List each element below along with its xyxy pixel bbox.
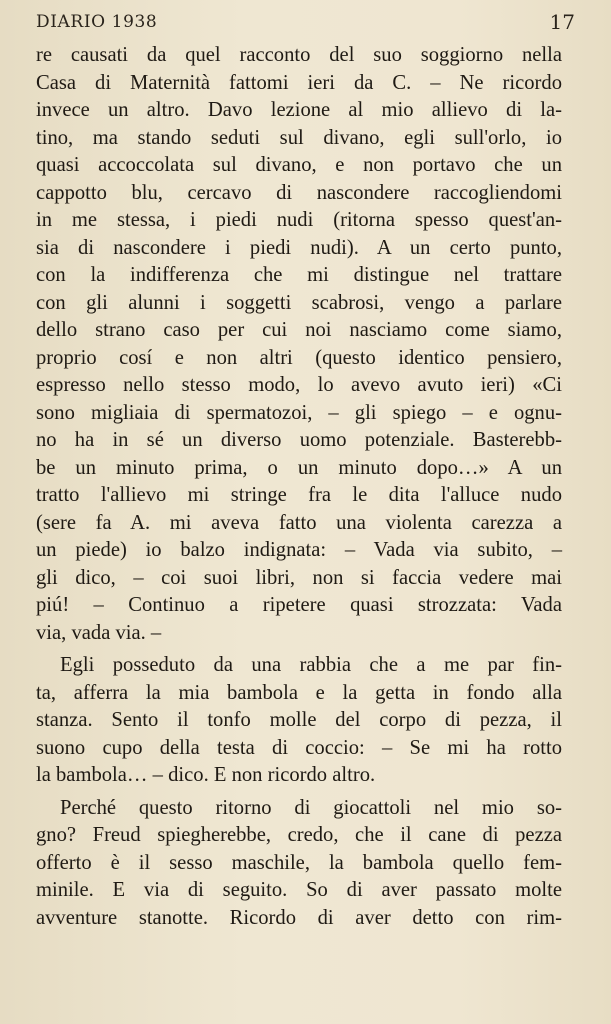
running-head: DIARIO 1938	[36, 12, 158, 32]
text-line: Perché questo ritorno di giocattoli nel mio so-	[60, 796, 562, 819]
text-line: dello strano caso per cui noi nasciamo come siamo,	[36, 319, 562, 341]
text-line: espresso nello stesso modo, lo avevo avuto ieri) «Ci	[36, 374, 562, 396]
text-line: minile. E via di seguito. So di aver passato molte	[36, 879, 562, 901]
text-line: sono migliaia di spermatozoi, – gli spiego – e ognu-	[36, 401, 562, 424]
text-line: invece un altro. Davo lezione al mio allievo di la-	[36, 99, 562, 121]
text-line: avventure stanotte. Ricordo di aver detto con rim-	[36, 906, 562, 929]
text-line: gli dico, – coi suoi libri, non si faccia vedere mai	[36, 566, 562, 589]
page-number: 17	[549, 10, 575, 34]
body-text	[36, 42, 562, 932]
text-line: piú! – Continuo a ripetere quasi strozzata: Vada	[36, 594, 562, 616]
text-line: gno? Freud spiegherebbe, credo, che il cane di pezza	[36, 824, 562, 846]
text-line: con gli alunni i soggetti scabrosi, vengo a parlare	[36, 291, 562, 314]
text-line: tino, ma stando seduti sul divano, egli sull'orlo, io	[36, 126, 562, 149]
text-line: no ha in sé un diverso uomo potenziale. Basterebb-	[36, 429, 562, 451]
text-line: ta, afferra la mia bambola e la getta in fondo alla	[36, 681, 562, 704]
text-line: proprio cosí e non altri (questo identico pensiero,	[36, 346, 562, 369]
text-line: be un minuto prima, o un minuto dopo…» A un	[36, 456, 562, 479]
text-line: in me stessa, i piedi nudi (ritorna spesso quest'an-	[36, 209, 562, 231]
text-line: re causati da quel racconto del suo soggiorno nella	[36, 44, 562, 66]
text-line: quasi accoccolata sul divano, e non portavo che un	[36, 154, 562, 176]
paragraph-1	[36, 42, 562, 647]
text-line: con la indifferenza che mi distingue nel trattare	[36, 264, 562, 286]
paragraph-2	[36, 652, 562, 790]
text-line: via, vada via. –	[36, 621, 162, 644]
text-line: (sere fa A. mi aveva fatto una violenta carezza a	[36, 511, 562, 534]
text-line: suono cupo della testa di coccio: – Se mi ha rotto	[36, 736, 562, 759]
text-line: sia di nascondere i piedi nudi). A un certo punto,	[36, 236, 562, 259]
text-line: un piede) io balzo indignata: – Vada via subito, –	[36, 539, 562, 561]
text-line: Casa di Maternità fattomi ieri da C. – Ne ricordo	[36, 71, 562, 94]
text-line: tratto l'allievo mi stringe fra le dita l'alluce nudo	[36, 484, 562, 506]
text-line: stanza. Sento il tonfo molle del corpo di pezza, il	[36, 709, 562, 731]
text-line: cappotto blu, cercavo di nascondere raccogliendomi	[36, 181, 562, 204]
page-header	[36, 8, 575, 40]
text-line: offerto è il sesso maschile, la bambola quello fem-	[36, 851, 562, 874]
text-line: la bambola… – dico. E non ricordo altro.	[36, 764, 376, 786]
paragraph-3	[36, 795, 562, 933]
text-line: Egli posseduto da una rabbia che a me par fin-	[60, 654, 562, 676]
